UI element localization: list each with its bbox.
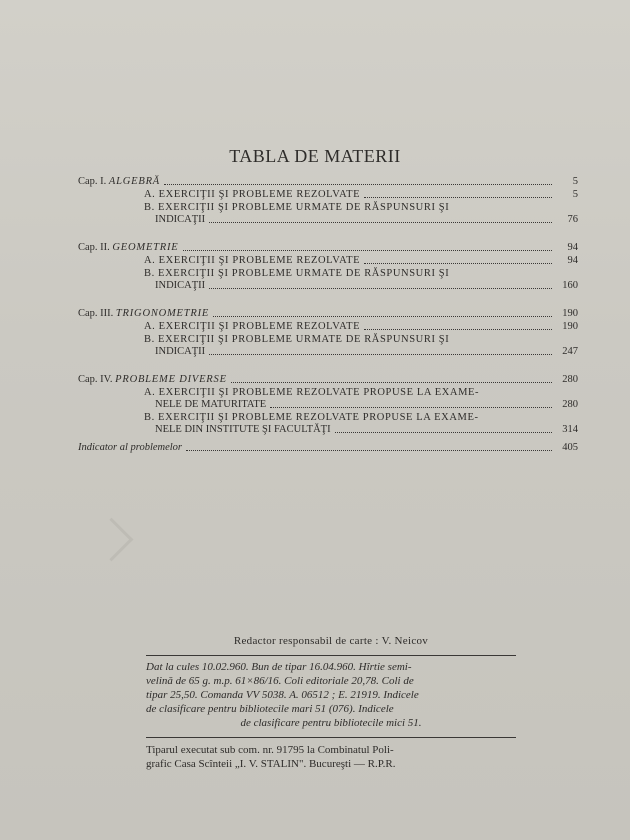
dot-leader — [186, 450, 552, 451]
page-number: 5 — [572, 189, 578, 200]
printer-line: grafic Casa Scînteii „I. V. STALIN". Bucureşti — R.P.R. — [146, 758, 396, 770]
section-label-line1: B. EXERCIŢII ŞI PROBLEME REZOLVATE PROPUSE LA EXAME- — [144, 412, 479, 423]
problem-index-entry — [78, 442, 578, 454]
chapter-title: TRIGONOMETRIE — [115, 308, 210, 319]
imprint-line: velină de 65 g. m.p. 61×86/16. Coli editoriale 20,78. Coli de — [146, 675, 414, 687]
chapter-prefix: Cap. II. — [78, 242, 110, 253]
chapter-2 — [78, 242, 578, 254]
dot-leader — [209, 354, 552, 355]
page-number: 314 — [562, 424, 578, 435]
dot-leader — [231, 382, 552, 383]
divider-top — [146, 655, 516, 656]
page-title: TABLA DE MATERII — [229, 146, 401, 166]
chapter-3 — [78, 308, 578, 320]
section-label-line2: NELE DIN INSTITUTE ŞI FACULTĂŢI — [155, 424, 331, 435]
section-label-line2: NELE DE MATURITATE — [155, 399, 267, 410]
section-label-line2: INDICAŢII — [155, 280, 206, 291]
section-b — [78, 334, 578, 358]
section-label-line2: INDICAŢII — [155, 346, 206, 357]
dot-leader — [209, 222, 552, 223]
index-label: Indicator al problemelor — [78, 442, 183, 453]
section-a — [78, 189, 578, 201]
dot-leader — [364, 329, 552, 330]
section-a — [78, 387, 578, 411]
editor-credit: Redactor responsabil de carte : V. Neicov — [233, 635, 429, 647]
chapter-4 — [78, 374, 578, 386]
page-number: 405 — [562, 442, 578, 453]
section-label: A. EXERCIŢII ŞI PROBLEME REZOLVATE — [144, 189, 361, 200]
chapter-prefix: Cap. I. — [78, 176, 107, 187]
section-label-line1: B. EXERCIŢII ŞI PROBLEME URMATE DE RĂSPUNSURI ŞI — [144, 334, 450, 345]
imprint-line: de clasificare pentru bibliotecile mari 51 (076). Indicele — [146, 703, 394, 715]
page-number: 94 — [567, 242, 578, 253]
imprint-line: tipar 25,50. Comanda VV 5038. A. 06512 ; E. 21919. Indicele — [146, 689, 419, 701]
section-label-line1: B. EXERCIŢII ŞI PROBLEME URMATE DE RĂSPUNSURI ŞI — [144, 202, 450, 213]
dot-leader — [213, 316, 552, 317]
section-label-line1: B. EXERCIŢII ŞI PROBLEME URMATE DE RĂSPUNSURI ŞI — [144, 268, 450, 279]
printer-details — [146, 743, 516, 771]
imprint-details — [146, 660, 516, 730]
section-b — [78, 202, 578, 226]
section-b — [78, 412, 578, 436]
section-b — [78, 268, 578, 292]
chapter-prefix: Cap. IV. — [78, 374, 113, 385]
section-label-line1: A. EXERCIŢII ŞI PROBLEME REZOLVATE PROPUSE LA EXAME- — [144, 387, 480, 398]
dot-leader — [164, 184, 552, 185]
section-label: A. EXERCIŢII ŞI PROBLEME REZOLVATE — [144, 255, 361, 266]
divider-bottom — [146, 737, 516, 738]
page-number: 190 — [562, 308, 578, 319]
dot-leader — [335, 432, 552, 433]
page-number: 280 — [562, 399, 578, 410]
table-of-contents — [78, 176, 578, 454]
section-a — [78, 255, 578, 267]
page-number: 247 — [562, 346, 578, 357]
dot-leader — [364, 263, 552, 264]
chapter-1 — [78, 176, 578, 188]
page-number: 280 — [562, 374, 578, 385]
chapter-title: ALGEBRĂ — [108, 176, 161, 187]
chapter-prefix: Cap. III. — [78, 308, 114, 319]
chapter-title: GEOMETRIE — [112, 242, 179, 253]
page-number: 5 — [572, 176, 578, 187]
page-number: 76 — [567, 214, 578, 225]
dot-leader — [270, 407, 552, 408]
page-smudge-mark — [90, 518, 134, 562]
page-number: 190 — [562, 321, 578, 332]
dot-leader — [183, 250, 552, 251]
page-number: 94 — [567, 255, 578, 266]
page-number: 160 — [562, 280, 578, 291]
chapter-title: PROBLEME DIVERSE — [115, 374, 227, 385]
dot-leader — [364, 197, 552, 198]
printer-line: Tiparul executat sub com. nr. 91795 la Combinatul Poli- — [146, 744, 394, 756]
section-label: A. EXERCIŢII ŞI PROBLEME REZOLVATE — [144, 321, 361, 332]
section-label-line2: INDICAŢII — [155, 214, 206, 225]
imprint-line: Dat la cules 10.02.960. Bun de tipar 16.04.960. Hîrtie semi- — [146, 661, 412, 673]
section-a — [78, 321, 578, 333]
imprint-line: de clasificare pentru bibliotecile mici 51. — [240, 717, 422, 729]
dot-leader — [209, 288, 552, 289]
